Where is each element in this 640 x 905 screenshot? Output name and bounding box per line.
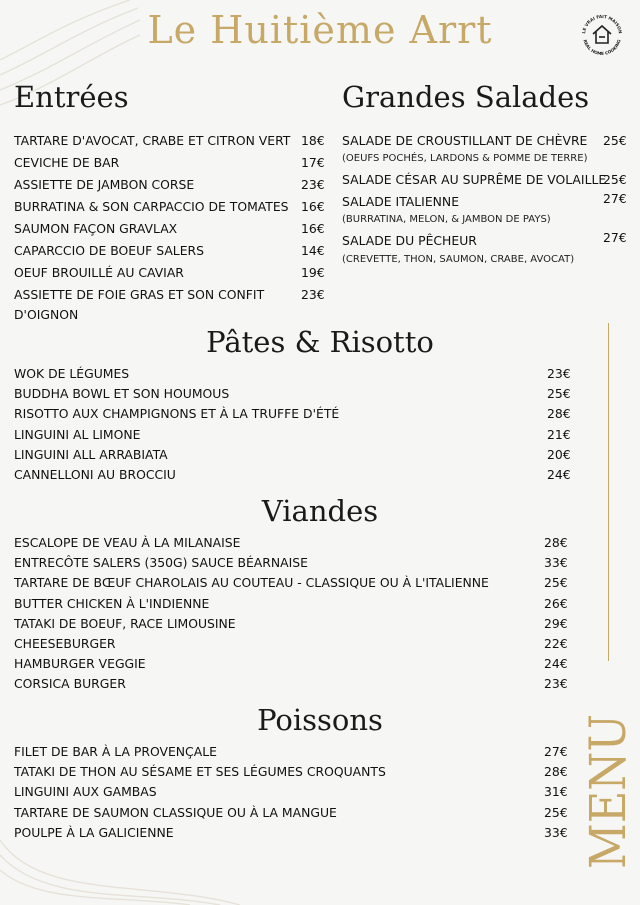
- menu-item-name: SALADE DU PÊCHEUR: [342, 233, 477, 248]
- menu-item-price: 18€: [301, 133, 325, 148]
- menu-item-price: 25€: [544, 575, 568, 591]
- menu-item-price: 16€: [301, 199, 325, 214]
- menu-item-name: SALADE ITALIENNE: [342, 194, 460, 209]
- menu-item-name: CEVICHE DE BAR: [14, 155, 120, 170]
- menu-item-price: 28€: [544, 764, 568, 780]
- menu-item-name: HAMBURGER VEGGIE: [14, 656, 146, 672]
- menu-item-name: TARTARE DE SAUMON CLASSIQUE OU À LA MANGUE: [14, 804, 337, 820]
- menu-item-name: TATAKI DE THON AU SÉSAME ET SES LÉGUMES CROQUANTS: [14, 764, 386, 780]
- menu-item-name: LINGUINI ALL ARRABIATA: [14, 446, 168, 462]
- menu-item-price: 21€: [547, 426, 571, 442]
- menu-item-name: CANNELLONI AU BROCCIU: [14, 467, 176, 482]
- menu-item-name: BURRATINA & SON CARPACCIO DE TOMATES: [14, 199, 289, 214]
- menu-item-price: 17€: [301, 155, 325, 170]
- menu-item-price: 23€: [301, 177, 325, 192]
- menu-item-name: ASSIETTE DE JAMBON CORSE: [14, 177, 195, 192]
- menu-item-price: 25€: [603, 172, 627, 187]
- svg-text:LE VRAI FAIT MAISON: [581, 14, 623, 35]
- menu-item-price: 27€: [603, 230, 627, 245]
- logo-text-bottom: REAL HOME COOKING: [582, 38, 622, 57]
- menu-item-name: POULPE À LA GALICIENNE: [14, 824, 174, 840]
- menu-item-name: RISOTTO AUX CHAMPIGNONS ET À LA TRUFFE D'ÉTÉ: [14, 406, 340, 422]
- menu-item-name: CAPARCCIO DE BOEUF SALERS: [14, 243, 205, 258]
- menu-item-price: 23€: [547, 366, 571, 381]
- menu-item-name: TARTARE D'AVOCAT, CRABE ET CITRON VERT: [14, 133, 291, 148]
- menu-item-name: CHEESEBURGER: [14, 636, 116, 651]
- side-menu-text: MENU: [579, 695, 637, 869]
- menu-item-name: TATAKI DE BOEUF, RACE LIMOUSINE: [14, 615, 236, 631]
- menu-item-price: 28€: [547, 406, 571, 422]
- menu-item-price: 23€: [544, 676, 568, 692]
- side-menu-label: [579, 695, 637, 869]
- menu-item-price: 33€: [544, 824, 568, 840]
- menu-item-price: 22€: [544, 636, 568, 651]
- menu-item-note: (OEUFS POCHÉS, LARDONS & POMME DE TERRE): [342, 153, 588, 164]
- menu-item-price: 26€: [544, 595, 568, 611]
- menu-item-name: ASSIETTE DE FOIE GRAS ET SON CONFIT: [14, 287, 265, 302]
- decorative-divider-line: [608, 323, 609, 661]
- section-title-entrees: Entrées: [14, 80, 129, 114]
- section-title-salades: Grandes Salades: [342, 80, 590, 114]
- menu-item-name: BUDDHA BOWL ET SON HOUMOUS: [14, 386, 230, 402]
- menu-item-name: LINGUINI AL LIMONE: [14, 426, 141, 442]
- menu-item-price: 31€: [544, 784, 568, 800]
- menu-item-name: FILET DE BAR À LA PROVENÇALE: [14, 744, 217, 759]
- menu-item-name: SAUMON FAÇON GRAVLAX: [14, 221, 178, 236]
- menu-item-price: 24€: [544, 656, 568, 672]
- menu-item-name: SALADE CÉSAR AU SUPRÊME DE VOLAILLE: [342, 172, 607, 187]
- menu-item-price: 25€: [547, 386, 571, 402]
- section-title-viandes: Viandes: [261, 494, 379, 528]
- menu-item-price: 27€: [603, 191, 627, 206]
- menu-item-name: CORSICA BURGER: [14, 676, 126, 692]
- menu-item-price: 20€: [547, 446, 571, 462]
- menu-item-note: (BURRATINA, MELON, & JAMBON DE PAYS): [342, 214, 551, 225]
- logo-text-top: LE VRAI FAIT MAISON: [581, 13, 623, 34]
- menu-item-price: 27€: [544, 744, 568, 759]
- menu-item-price: 33€: [544, 555, 568, 571]
- menu-item-price: 24€: [547, 467, 571, 482]
- menu-item-price: 25€: [544, 804, 568, 820]
- section-title-pates: Pâtes & Risotto: [206, 325, 434, 359]
- menu-item-name: WOK DE LÉGUMES: [14, 366, 130, 381]
- menu-item-price: 16€: [301, 221, 325, 236]
- menu-item-price: 14€: [301, 243, 325, 258]
- menu-item-price: 29€: [544, 615, 568, 631]
- house-logo: [577, 10, 627, 60]
- menu-item-name: ENTRECÔTE SALERS (350G) SAUCE BÉARNAISE: [14, 555, 308, 571]
- menu-item-note: (CREVETTE, THON, SAUMON, CRABE, AVOCAT): [342, 254, 575, 265]
- menu-item-price: 19€: [301, 265, 325, 280]
- menu-item-price: 25€: [603, 133, 627, 148]
- svg-text:REAL HOME COOKING: [582, 38, 621, 56]
- menu-item-name: BUTTER CHICKEN À L'INDIENNE: [14, 595, 210, 611]
- menu-item-name: LINGUINI AUX GAMBAS: [14, 784, 157, 800]
- menu-item-name: ESCALOPE DE VEAU À LA MILANAISE: [14, 535, 241, 550]
- menu-item-name: OEUF BROUILLÉ AU CAVIAR: [14, 265, 184, 280]
- section-title-poissons: Poissons: [257, 703, 383, 737]
- menu-item-name: SALADE DE CROUSTILLANT DE CHÈVRE: [342, 133, 588, 148]
- menu-item-name: TARTARE DE BŒUF CHAROLAIS AU COUTEAU - CLASSIQUE OU À L'ITALIENNE: [14, 575, 489, 591]
- entrees-continuation: D'OIGNON: [14, 307, 79, 322]
- menu-item-price: 28€: [544, 535, 568, 550]
- menu-item-price: 23€: [301, 287, 325, 302]
- restaurant-title: Le Huitième Arrt: [147, 8, 493, 52]
